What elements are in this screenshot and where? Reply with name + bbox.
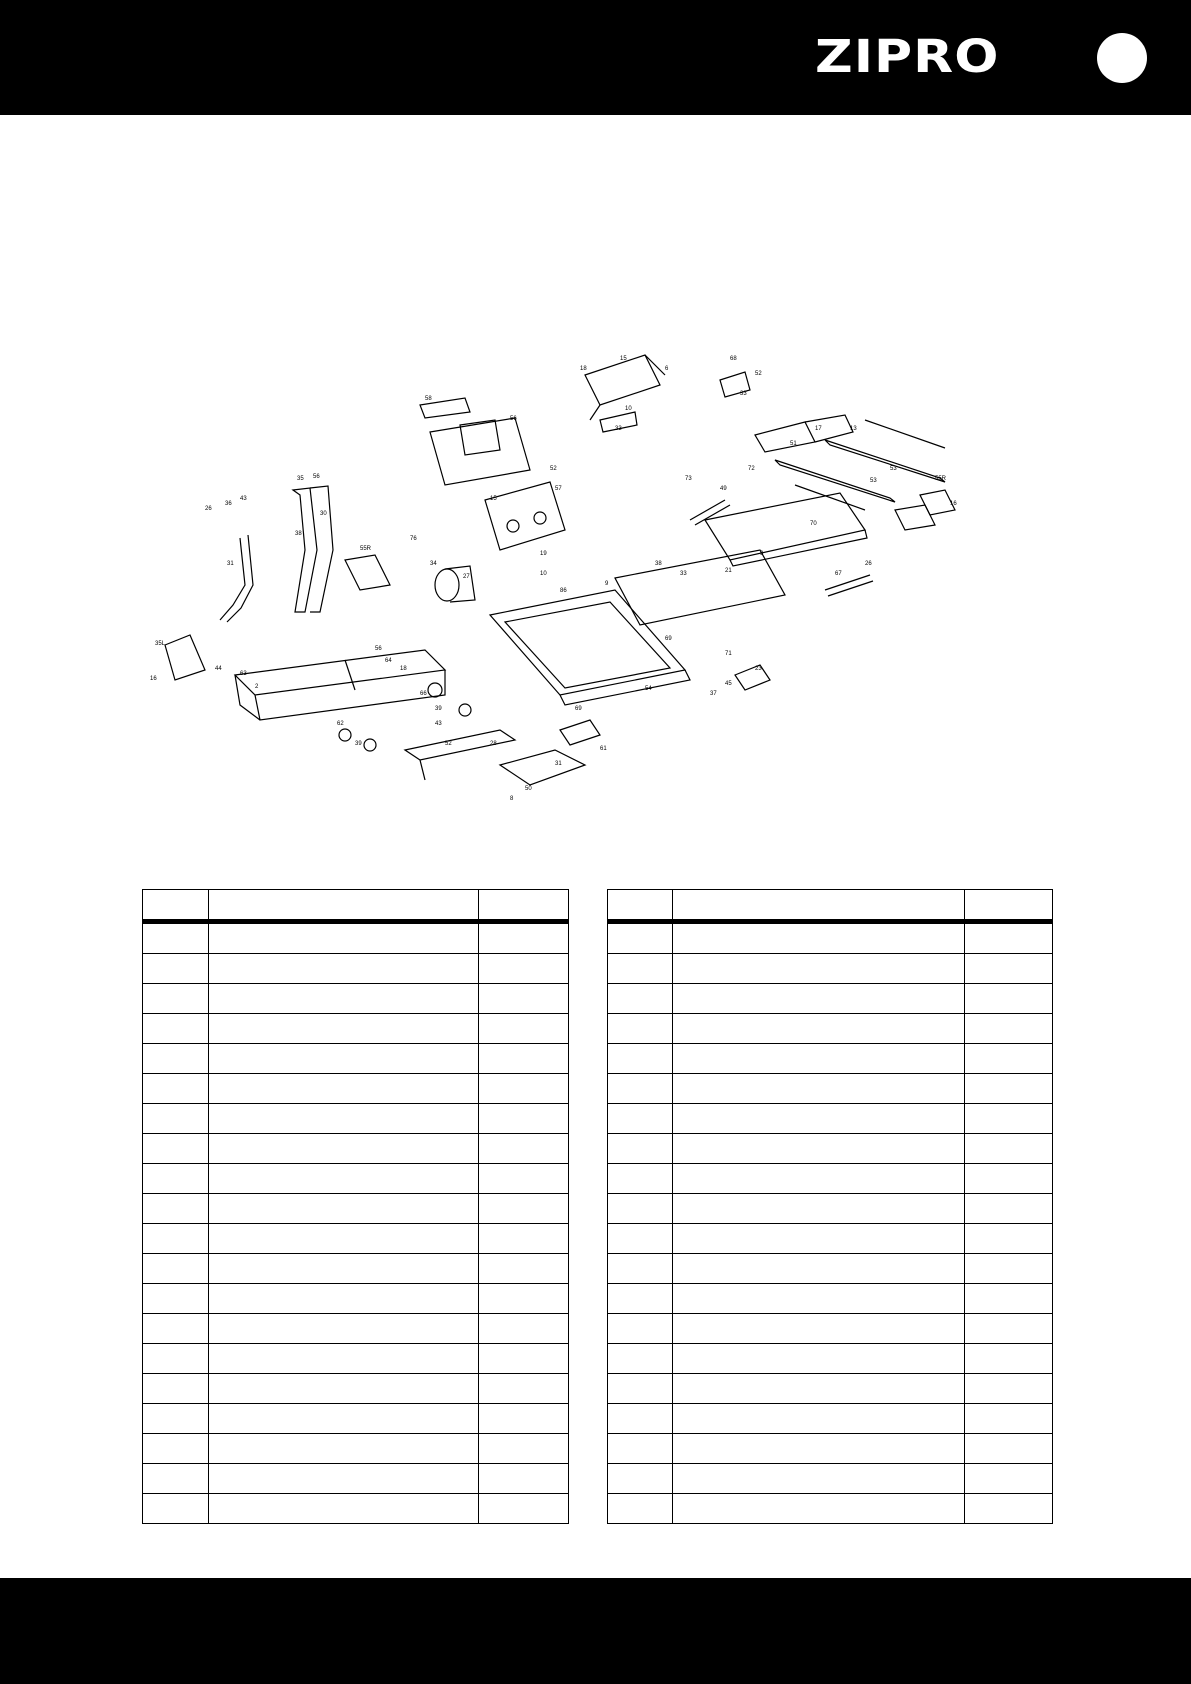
table-cell [479, 1134, 569, 1164]
table-cell [608, 1164, 673, 1194]
svg-text:38: 38 [295, 531, 302, 537]
table-cell [143, 1224, 209, 1254]
svg-text:16: 16 [950, 501, 957, 507]
table-cell [209, 1284, 479, 1314]
svg-text:76: 76 [410, 536, 417, 542]
table-row [608, 1044, 1053, 1074]
table-cell [209, 1164, 479, 1194]
svg-text:31: 31 [227, 561, 234, 567]
table-cell [209, 1014, 479, 1044]
table-cell [608, 1074, 673, 1104]
svg-text:66: 66 [420, 691, 427, 697]
header-cell [209, 890, 479, 922]
svg-text:38: 38 [655, 561, 662, 567]
table-row [608, 1014, 1053, 1044]
table-cell [143, 1074, 209, 1104]
table-row [143, 1374, 569, 1404]
table-row [608, 1254, 1053, 1284]
table-cell [608, 1374, 673, 1404]
table-cell [479, 1404, 569, 1434]
svg-text:30: 30 [320, 511, 327, 517]
table-row [143, 1044, 569, 1074]
table-cell [965, 922, 1053, 954]
table-cell [143, 1014, 209, 1044]
table-cell [209, 1074, 479, 1104]
table-row [143, 1104, 569, 1134]
svg-text:9: 9 [605, 581, 609, 587]
svg-text:36: 36 [225, 501, 232, 507]
table-cell [608, 1224, 673, 1254]
table-cell [965, 1074, 1053, 1104]
table-cell [143, 1344, 209, 1374]
table-cell [965, 1044, 1053, 1074]
table-row [143, 954, 569, 984]
table-cell [209, 1314, 479, 1344]
table-cell [143, 1104, 209, 1134]
svg-text:45: 45 [725, 681, 732, 687]
svg-text:39: 39 [355, 741, 362, 747]
table-cell [143, 1374, 209, 1404]
table-cell [673, 922, 965, 954]
table-cell [479, 1254, 569, 1284]
table-cell [479, 1434, 569, 1464]
table-cell [479, 1374, 569, 1404]
table-cell [209, 1374, 479, 1404]
brand-logo: ZIPRO [815, 30, 1000, 84]
table-cell [143, 1284, 209, 1314]
svg-text:69: 69 [575, 706, 582, 712]
table-cell [209, 1434, 479, 1464]
table-row [143, 1344, 569, 1374]
table-cell [673, 1404, 965, 1434]
table-cell [209, 984, 479, 1014]
table-row [143, 1074, 569, 1104]
svg-text:62: 62 [337, 721, 344, 727]
table-cell [673, 954, 965, 984]
table-cell [965, 1374, 1053, 1404]
svg-text:6: 6 [665, 366, 669, 372]
table-row [608, 1314, 1053, 1344]
table-cell [479, 1314, 569, 1344]
table-cell [143, 954, 209, 984]
table-cell [673, 1014, 965, 1044]
table-row [143, 1254, 569, 1284]
table-cell [673, 1374, 965, 1404]
table-cell [608, 1254, 673, 1284]
table-cell [965, 1404, 1053, 1434]
svg-text:72: 72 [748, 466, 755, 472]
table-row [608, 984, 1053, 1014]
svg-text:44: 44 [215, 666, 222, 672]
svg-text:43: 43 [240, 496, 247, 502]
table-cell [965, 1224, 1053, 1254]
svg-text:67: 67 [835, 571, 842, 577]
table-cell [479, 1224, 569, 1254]
table-cell [965, 984, 1053, 1014]
table-cell [209, 922, 479, 954]
table-row [143, 984, 569, 1014]
svg-text:13: 13 [850, 426, 857, 432]
svg-text:57: 57 [555, 486, 562, 492]
table-cell [608, 922, 673, 954]
table-row [608, 1074, 1053, 1104]
table-cell [673, 1044, 965, 1074]
parts-table-left [142, 889, 569, 1524]
table-row [608, 1104, 1053, 1134]
svg-text:35L: 35L [155, 641, 166, 647]
table-row [608, 1344, 1053, 1374]
table-cell [965, 1314, 1053, 1344]
table-cell [673, 1104, 965, 1134]
svg-text:31: 31 [555, 761, 562, 767]
table-cell [143, 1134, 209, 1164]
table-cell [143, 1404, 209, 1434]
svg-text:86: 86 [560, 588, 567, 594]
table-cell [143, 1434, 209, 1464]
table-row [143, 1434, 569, 1464]
svg-text:33: 33 [680, 571, 687, 577]
table-cell [673, 1434, 965, 1464]
table-cell [673, 1224, 965, 1254]
exploded-parts-diagram [145, 350, 1055, 830]
svg-text:15: 15 [620, 356, 627, 362]
table-cell [143, 1194, 209, 1224]
svg-text:34: 34 [430, 561, 437, 567]
table-cell [608, 1284, 673, 1314]
table-cell [608, 1494, 673, 1524]
svg-text:55R: 55R [935, 476, 947, 482]
svg-text:39: 39 [435, 706, 442, 712]
footer-bar [0, 1578, 1191, 1684]
svg-text:26: 26 [865, 561, 872, 567]
page-marker-circle [1097, 33, 1147, 83]
table-cell [209, 1254, 479, 1284]
table-row [608, 1134, 1053, 1164]
table-row [608, 1434, 1053, 1464]
table-row [608, 1494, 1053, 1524]
table-cell [965, 1494, 1053, 1524]
svg-text:61: 61 [600, 746, 607, 752]
table-cell [209, 1044, 479, 1074]
table-row [608, 1164, 1053, 1194]
table-row [608, 954, 1053, 984]
table-cell [965, 1434, 1053, 1464]
svg-text:64: 64 [385, 658, 392, 664]
table-cell [143, 984, 209, 1014]
table-row [143, 1194, 569, 1224]
table-cell [209, 1134, 479, 1164]
table-cell [479, 1104, 569, 1134]
svg-text:63: 63 [240, 671, 247, 677]
table-cell [479, 1014, 569, 1044]
svg-text:15: 15 [490, 496, 497, 502]
table-header-row [143, 890, 569, 922]
table-cell [965, 954, 1053, 984]
table-cell [965, 1134, 1053, 1164]
svg-text:69: 69 [665, 636, 672, 642]
svg-text:2: 2 [255, 684, 259, 690]
table-row [608, 1224, 1053, 1254]
table-cell [673, 1254, 965, 1284]
table-row [143, 1164, 569, 1194]
svg-text:56: 56 [313, 474, 320, 480]
table-cell [209, 1104, 479, 1134]
table-cell [608, 1044, 673, 1074]
table-cell [209, 954, 479, 984]
svg-text:50: 50 [525, 786, 532, 792]
header-bar [0, 0, 1191, 115]
svg-text:33: 33 [615, 426, 622, 432]
table-cell [673, 1344, 965, 1374]
svg-text:27: 27 [463, 574, 470, 580]
svg-text:35: 35 [297, 476, 304, 482]
table-cell [209, 1344, 479, 1374]
svg-text:8: 8 [510, 796, 514, 802]
table-cell [673, 984, 965, 1014]
table-cell [608, 1464, 673, 1494]
table-row [143, 1464, 569, 1494]
header-cell [479, 890, 569, 922]
table-cell [209, 1224, 479, 1254]
table-cell [479, 1074, 569, 1104]
table-row [143, 922, 569, 954]
table-row [608, 1194, 1053, 1224]
table-cell [673, 1494, 965, 1524]
table-row [143, 1134, 569, 1164]
table-cell [479, 1284, 569, 1314]
table-cell [673, 1284, 965, 1314]
table-row [143, 1284, 569, 1314]
table-cell [965, 1254, 1053, 1284]
table-cell [608, 1344, 673, 1374]
table-cell [965, 1104, 1053, 1134]
table-cell [965, 1284, 1053, 1314]
table-cell [673, 1074, 965, 1104]
table-cell [209, 1494, 479, 1524]
table-row [143, 1404, 569, 1434]
table-cell [209, 1464, 479, 1494]
svg-text:37: 37 [710, 691, 717, 697]
table-cell [608, 1404, 673, 1434]
svg-text:9: 9 [760, 551, 764, 557]
table-row [608, 1404, 1053, 1434]
table-row [608, 1284, 1053, 1314]
table-cell [479, 1464, 569, 1494]
svg-text:53: 53 [890, 466, 897, 472]
table-cell [965, 1194, 1053, 1224]
table-cell [143, 1044, 209, 1074]
table-cell [673, 1194, 965, 1224]
table-row [608, 1374, 1053, 1404]
table-cell [479, 1194, 569, 1224]
table-row [143, 1314, 569, 1344]
svg-text:73: 73 [685, 476, 692, 482]
table-cell [673, 1164, 965, 1194]
table-cell [479, 954, 569, 984]
table-cell [143, 1314, 209, 1344]
svg-text:10: 10 [625, 406, 632, 412]
svg-text:17: 17 [815, 426, 822, 432]
svg-text:49: 49 [720, 486, 727, 492]
table-cell [965, 1344, 1053, 1374]
table-cell [608, 1434, 673, 1464]
table-cell [479, 984, 569, 1014]
table-cell [608, 1134, 673, 1164]
svg-text:19: 19 [540, 551, 547, 557]
table-row [143, 1494, 569, 1524]
table-cell [143, 922, 209, 954]
table-cell [608, 1104, 673, 1134]
svg-text:43: 43 [435, 721, 442, 727]
header-cell [143, 890, 209, 922]
svg-text:16: 16 [150, 676, 157, 682]
table-cell [965, 1464, 1053, 1494]
table-row [143, 1014, 569, 1044]
table-header-row [608, 890, 1053, 922]
table-cell [479, 1044, 569, 1074]
table-cell [608, 1194, 673, 1224]
table-cell [965, 1014, 1053, 1044]
svg-text:56: 56 [375, 646, 382, 652]
svg-text:52: 52 [550, 466, 557, 472]
svg-text:56: 56 [510, 416, 517, 422]
table-cell [479, 1344, 569, 1374]
table-cell [673, 1314, 965, 1344]
header-cell [965, 890, 1053, 922]
svg-text:33: 33 [740, 391, 747, 397]
table-cell [209, 1404, 479, 1434]
table-cell [608, 984, 673, 1014]
svg-text:51: 51 [790, 441, 797, 447]
svg-text:71: 71 [725, 651, 732, 657]
svg-text:23: 23 [755, 666, 762, 672]
table-cell [209, 1194, 479, 1224]
table-cell [143, 1164, 209, 1194]
table-cell [608, 1314, 673, 1344]
svg-text:53: 53 [870, 478, 877, 484]
table-cell [143, 1494, 209, 1524]
table-cell [608, 954, 673, 984]
table-cell [673, 1464, 965, 1494]
svg-text:55R: 55R [360, 546, 372, 552]
svg-text:54: 54 [645, 686, 652, 692]
header-cell [673, 890, 965, 922]
table-row [608, 922, 1053, 954]
table-cell [143, 1464, 209, 1494]
svg-text:58: 58 [425, 396, 432, 402]
table-row [143, 1224, 569, 1254]
table-cell [608, 1014, 673, 1044]
table-cell [479, 922, 569, 954]
svg-text:18: 18 [580, 366, 587, 372]
svg-text:52: 52 [445, 741, 452, 747]
table-cell [479, 1494, 569, 1524]
header-cell [608, 890, 673, 922]
svg-text:68: 68 [730, 356, 737, 362]
table-cell [143, 1254, 209, 1284]
svg-text:26: 26 [205, 506, 212, 512]
table-row [608, 1464, 1053, 1494]
table-cell [965, 1164, 1053, 1194]
svg-text:10: 10 [540, 571, 547, 577]
svg-text:70: 70 [810, 521, 817, 527]
svg-text:18: 18 [400, 666, 407, 672]
parts-table-right [607, 889, 1053, 1524]
table-cell [479, 1164, 569, 1194]
svg-text:52: 52 [755, 371, 762, 377]
svg-text:21: 21 [725, 568, 732, 574]
svg-text:28: 28 [490, 741, 497, 747]
table-cell [673, 1134, 965, 1164]
